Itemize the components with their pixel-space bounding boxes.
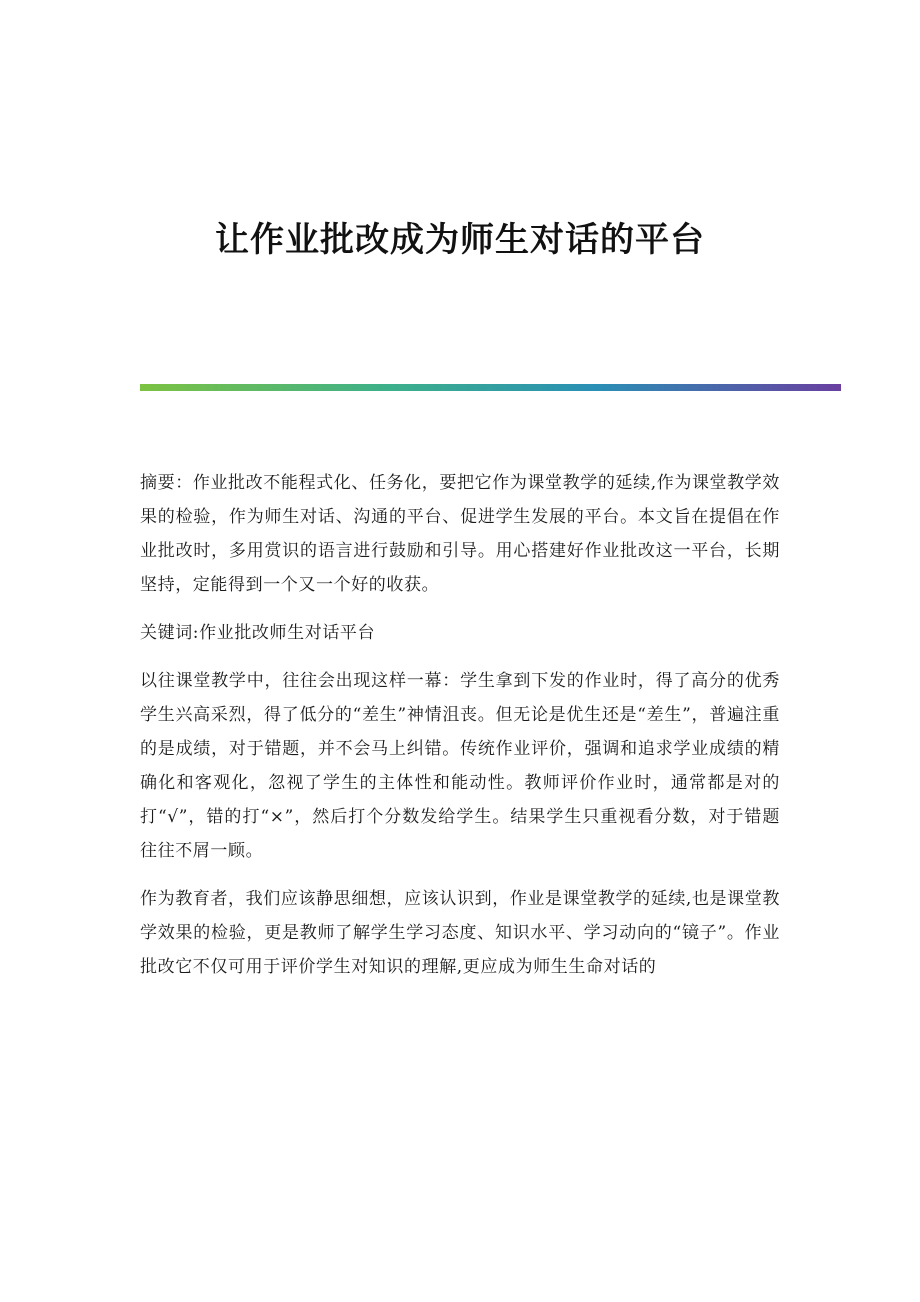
page-title: 让作业批改成为师生对话的平台 — [215, 220, 705, 260]
body-paragraph-2: 作为教育者，我们应该静思细想，应该认识到，作业是课堂教学的延续,也是课堂教学效果的检验，更是教师了解学生学习态度、知识水平、学习动向的“镜子”。作业批改它不仅可用于评价学生对知识的理解,更应成为师生生命对话的 — [140, 889, 780, 977]
keywords-line: 关键词:作业批改师生对话平台 — [140, 623, 376, 643]
document-body — [140, 466, 780, 998]
body-paragraph-1: 以往课堂教学中，往往会出现这样一幕：学生拿到下发的作业时，得了高分的优秀学生兴高采烈，得了低分的“差生”神情沮丧。但无论是优生还是“差生”，普遍注重的是成绩，对于错题，并不会马上纠错。传统作业评价，强调和追求学业成绩的精确化和客观化，忽视了学生的主体性和能动性。教师评价作业时，通常都是对的打“√”，错的打“×”，然后打个分数发给学生。结果学生只重视看分数，对于错题往往不屑一顾。 — [140, 671, 780, 861]
abstract-paragraph: 摘要：作业批改不能程式化、任务化，要把它作为课堂教学的延续,作为课堂教学效果的检验，作为师生对话、沟通的平台、促进学生发展的平台。本文旨在提倡在作业批改时，多用赏识的语言进行鼓励和引导。用心搭建好作业批改这一平台，长期坚持，定能得到一个又一个好的收获。 — [140, 473, 780, 595]
title-divider — [140, 384, 841, 391]
